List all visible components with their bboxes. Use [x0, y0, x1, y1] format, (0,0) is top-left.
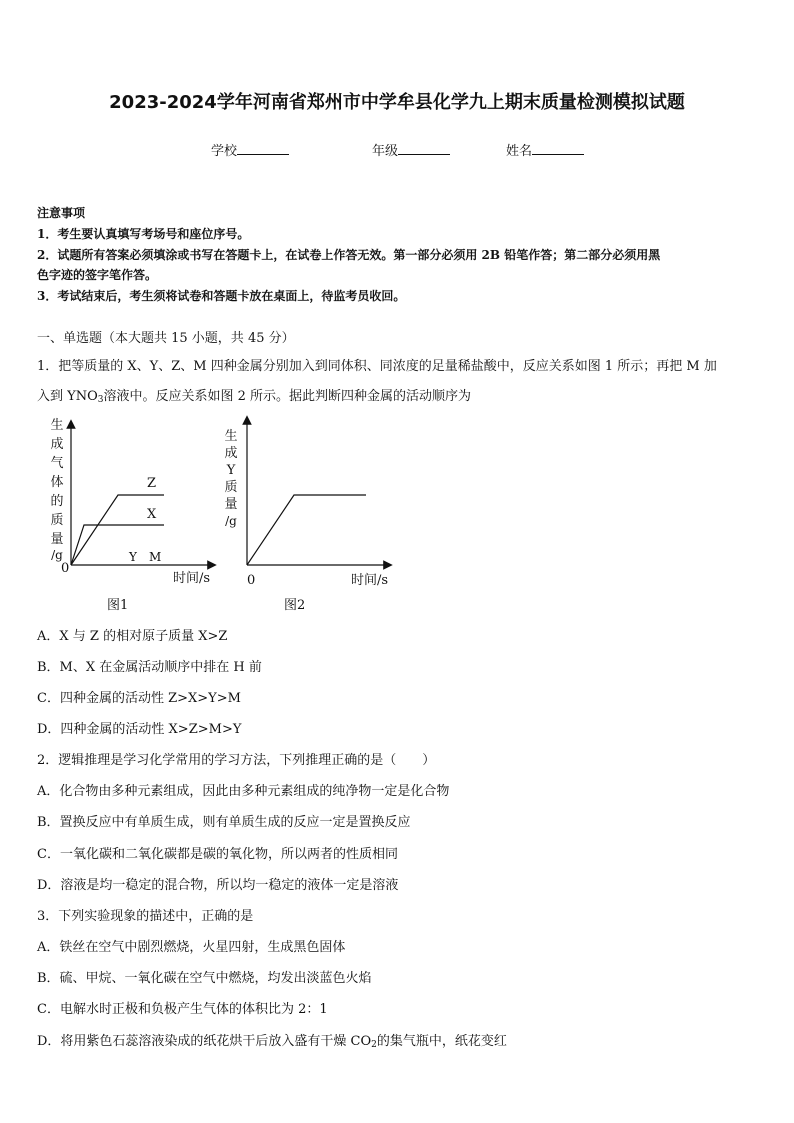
q2-stem: 2．逻辑推理是学习化学常用的学习方法，下列推理正确的是（ ）	[37, 753, 436, 768]
name-field	[506, 140, 584, 159]
fig1-ylabel-char: 生	[50, 418, 64, 433]
school-blank	[237, 142, 289, 155]
grade-field	[372, 140, 450, 159]
fig1-label-x: X	[147, 507, 157, 522]
q1-option-a: A．X 与 Z 的相对原子质量 X>Z	[37, 629, 228, 644]
q3-option-b: B．硫、甲烷、一氧化碳在空气中燃烧，均发出淡蓝色火焰	[37, 971, 372, 986]
section-heading: 一、单选题（本大题共 15 小题，共 45 分）	[37, 331, 295, 346]
fig1-ylabel	[50, 417, 63, 562]
fig1-ylabel-char: 量	[50, 532, 64, 547]
fig1-caption: 图1	[107, 598, 129, 613]
notice-item-3: 3．考试结束后，考生须将试卷和答题卡放在桌面上，待监考员收回。	[37, 289, 406, 303]
fig2-ylabel-char: 质	[224, 480, 238, 495]
fig1-ylabel-char: 质	[50, 513, 64, 528]
q1-stem-line1: 1．把等质量的 X、Y、Z、M 四种金属分别加入到同体积、同浓度的足量稀盐酸中，反应关系如图 1 所示；再把 M 加	[37, 359, 717, 374]
figure-1	[40, 412, 225, 617]
fig1-ylabel-char: 气	[50, 456, 64, 471]
figure-2	[216, 412, 401, 617]
q3-option-d-sub: 2	[371, 1040, 377, 1050]
q1-stem-sub: 3	[97, 395, 104, 405]
q1-stem-line2	[37, 385, 471, 405]
fig2-ylabel-char: 量	[224, 497, 238, 512]
fig2-ylabel	[224, 428, 237, 528]
q3-stem: 3．下列实验现象的描述中，正确的是	[37, 909, 254, 924]
fig1-xlabel: 时间/s	[173, 571, 211, 586]
q3-option-d-post: 的集气瓶中，纸花变红	[376, 1034, 507, 1049]
notice-heading: 注意事项	[37, 206, 86, 220]
fig2-curve	[247, 495, 366, 565]
school-field	[211, 140, 289, 159]
q2-option-d: D．溶液是均一稳定的混合物，所以均一稳定的液体一定是溶液	[37, 878, 399, 893]
fig1-ylabel-char: 体	[50, 475, 64, 490]
q3-option-c: C．电解水时正极和负极产生气体的体积比为 2：1	[37, 1002, 328, 1017]
fig2-ylabel-char: /g	[225, 514, 237, 528]
q1-option-c: C．四种金属的活动性 Z>X>Y>M	[37, 691, 241, 706]
name-label: 姓名	[506, 144, 533, 159]
fig1-label-m: M	[149, 550, 162, 564]
notice-item-2-cont: 色字迹的签字笔作答。	[37, 268, 158, 282]
q3-option-a: A．铁丝在空气中剧烈燃烧，火星四射，生成黑色固体	[37, 940, 346, 955]
q2-option-b: B．置换反应中有单质生成，则有单质生成的反应一定是置换反应	[37, 815, 411, 830]
notice-item-1: 1．考生要认真填写考场号和座位序号。	[37, 227, 250, 241]
fig2-ylabel-char: 成	[224, 446, 238, 461]
fig1-origin: 0	[61, 561, 70, 576]
q1-stem-post: 溶液中。反应关系如图 2 所示。据此判断四种金属的活动顺序为	[103, 389, 472, 404]
fig2-caption: 图2	[284, 598, 306, 613]
grade-blank	[398, 142, 450, 155]
q3-option-d-pre: D．将用紫色石蕊溶液染成的纸花烘干后放入盛有干燥 CO	[37, 1034, 372, 1049]
q1-option-b: B．M、X 在金属活动顺序中排在 H 前	[37, 660, 262, 675]
fig2-ylabel-char: 生	[224, 429, 238, 444]
fig1-ylabel-char: 的	[50, 494, 64, 509]
q1-option-d: D．四种金属的活动性 X>Z>M>Y	[37, 722, 242, 737]
fig2-ylabel-char: Y	[226, 463, 236, 478]
name-blank	[532, 142, 584, 155]
school-label: 学校	[211, 144, 238, 159]
fig1-label-y: Y	[129, 550, 137, 564]
fig2-xlabel: 时间/s	[351, 573, 389, 588]
fig1-ylabel-char: 成	[50, 437, 64, 452]
q3-option-d	[37, 1030, 507, 1050]
exam-title: 2023-2024学年河南省郑州市中学牟县化学九上期末质量检测模拟试题	[109, 92, 685, 113]
q1-stem-pre: 入到 YNO	[37, 389, 98, 404]
fig1-ylabel-char: /g	[51, 548, 63, 562]
q2-option-c: C．一氧化碳和二氧化碳都是碳的氧化物，所以两者的性质相同	[37, 847, 398, 862]
fig2-origin: 0	[247, 573, 256, 588]
fig1-label-z: Z	[147, 476, 157, 491]
notice-item-2: 2．试题所有答案必须填涂或书写在答题卡上，在试卷上作答无效。第一部分必须用 2B 铅笔作答；第二部分必须用黑	[37, 248, 661, 262]
q2-option-a: A．化合物由多种元素组成，因此由多种元素组成的纯净物一定是化合物	[37, 784, 450, 799]
grade-label: 年级	[372, 144, 399, 159]
